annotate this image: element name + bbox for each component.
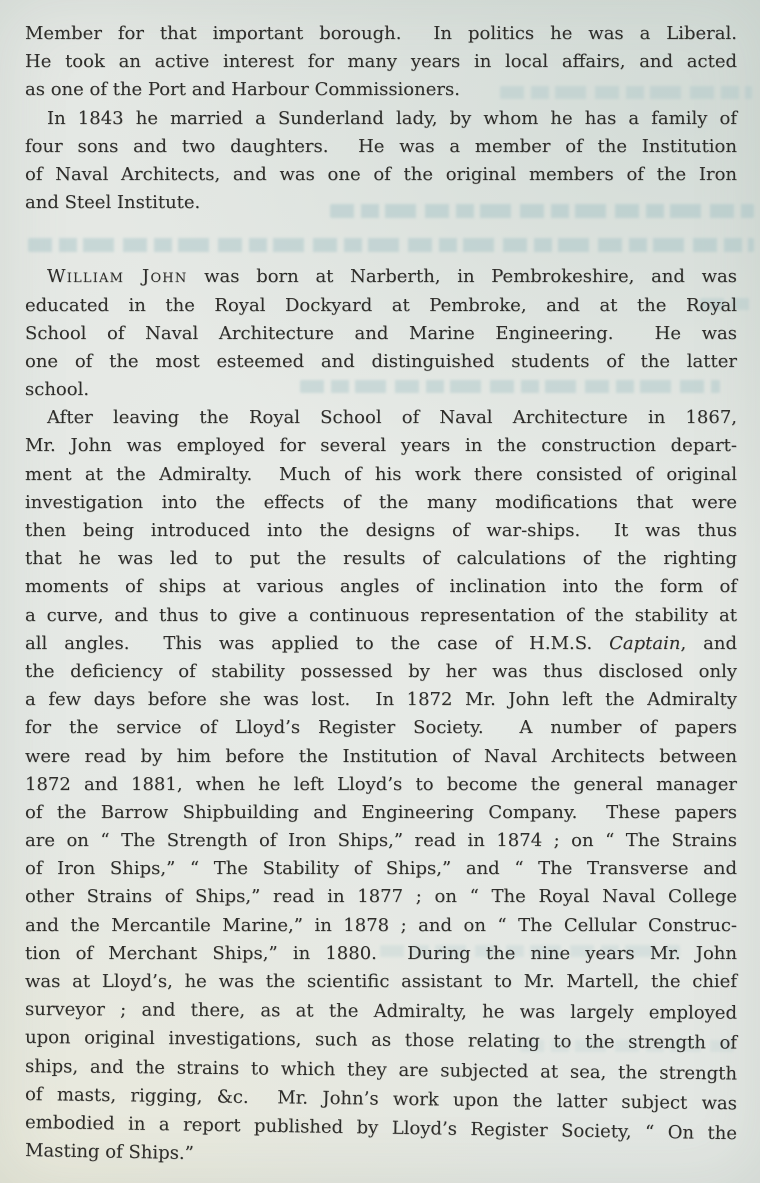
- text-segment: School of Naval Architecture and Marine Engineering. He was: [25, 322, 737, 344]
- text-segment: ships, and the strains to which they are subjected at sea, the strength: [24, 1055, 738, 1085]
- text-segment: educated in the Royal Dockyard at Pembroke, and at the Royal: [25, 294, 737, 316]
- text-line: [25, 771, 737, 799]
- text-segment: for the service of Lloyd’s Register Society. A number of papers: [25, 717, 737, 739]
- text-segment: Masting of Ships.”: [24, 1140, 195, 1165]
- text-line: [25, 602, 737, 630]
- text-line: [25, 883, 737, 911]
- text-line: [25, 658, 737, 686]
- text-segment: After leaving the Royal School of Naval Architecture in 1867,: [47, 407, 737, 429]
- text-line: [25, 714, 737, 742]
- text-segment: of Iron Ships,” “ The Stability of Ships,” and “ The Transverse and: [25, 858, 737, 880]
- text-line: [25, 940, 737, 968]
- text-segment: as one of the Port and Harbour Commissioners.: [25, 79, 460, 101]
- paragraph: [25, 263, 737, 404]
- text-line: [25, 545, 737, 573]
- text-segment: a curve, and thus to give a continuous representation of the stability at: [25, 604, 737, 626]
- text-line: [25, 968, 737, 996]
- text-segment: of masts, rigging, &c. Mr. John’s work upon the latter subject was: [24, 1083, 738, 1115]
- text-line: [25, 799, 737, 827]
- text-line: [25, 489, 737, 517]
- paragraph: [25, 20, 737, 105]
- paragraph: [25, 105, 737, 218]
- page-text: [25, 20, 737, 1165]
- text-line: [25, 404, 737, 432]
- text-segment: the deficiency of stability possessed by her was thus disclosed only: [25, 660, 737, 682]
- text-line: [25, 912, 737, 940]
- text-segment: of the Barrow Shipbuilding and Engineering Company. These papers: [25, 801, 737, 823]
- paragraph: [25, 404, 737, 1165]
- text-segment: a few days before she was lost. In 1872 Mr. John left the Admiralty: [25, 689, 737, 711]
- text-segment: and the Mercantile Marine,” in 1878 ; and on “ The Cellular Construc-: [25, 914, 737, 936]
- text-line: [25, 1024, 737, 1058]
- text-line: [25, 189, 737, 217]
- text-segment: ment at the Admiralty. Much of his work there consisted of original: [25, 463, 737, 485]
- text-line: [25, 48, 737, 76]
- text-segment: tion of Merchant Ships,” in 1880. During the nine years Mr. John: [25, 942, 737, 964]
- text-line: [25, 432, 737, 460]
- text-segment: school.: [25, 379, 90, 401]
- text-line: [25, 292, 737, 320]
- text-line: [25, 827, 737, 855]
- text-line: [25, 573, 737, 601]
- text-line: [25, 76, 737, 104]
- text-line: [25, 263, 737, 291]
- text-segment: moments of ships at various angles of inclination into the form of: [25, 576, 737, 598]
- text-segment: are on “ The Strength of Iron Ships,” read in 1874 ; on “ The Strains: [25, 830, 737, 852]
- text-segment: In 1843 he married a Sunderland lady, by whom he has a family of: [47, 107, 737, 129]
- text-segment: all angles. This was applied to the case of H.M.S.: [25, 632, 610, 654]
- text-segment: and Steel Institute.: [25, 192, 201, 214]
- text-segment: then being introduced into the designs of war-ships. It was thus: [25, 520, 737, 541]
- text-line: [25, 133, 737, 161]
- text-line: [25, 630, 737, 658]
- text-line: [25, 20, 737, 48]
- text-segment: that he was led to put the results of calculations of the righting: [25, 548, 737, 570]
- text-segment: embodied in a report published by Lloyd’s Register Society, “ On the: [24, 1111, 738, 1145]
- text-segment: was born at Narberth, in Pembrokeshire, and was: [187, 266, 737, 288]
- text-line: [25, 686, 737, 714]
- text-line: [25, 461, 737, 489]
- text-segment: Member for that important borough. In politics he was a Liberal.: [25, 23, 737, 44]
- text-line: [25, 743, 737, 771]
- text-segment: of Naval Architects, and was one of the original members of the Iron: [25, 163, 737, 185]
- text-line: [25, 105, 737, 133]
- text-segment: Captain: [609, 632, 681, 654]
- text-segment: surveyor ; and there, as at the Admiralty, he was largely employed: [24, 999, 738, 1024]
- text-line: [25, 348, 737, 376]
- text-line: [25, 855, 737, 883]
- text-segment: four sons and two daughters. He was a member of the Institution: [25, 135, 737, 157]
- text-segment: other Strains of Ships,” read in 1877 ; on “ The Royal Naval College: [25, 886, 737, 908]
- text-segment: , and: [680, 632, 737, 654]
- text-line: [25, 996, 737, 1028]
- text-segment: 1872 and 1881, when he left Lloyd’s to become the general manager: [25, 773, 737, 795]
- text-line: [25, 376, 737, 404]
- text-segment: were read by him before the Institution of Naval Architects between: [25, 745, 737, 767]
- text-line: [25, 517, 737, 545]
- text-segment: investigation into the effects of the many modifications that were: [25, 491, 737, 513]
- text-segment: upon original investigations, such as those relating to the strength of: [24, 1027, 738, 1054]
- text-segment: William John: [47, 266, 188, 288]
- text-segment: one of the most esteemed and distinguished students of the latter: [25, 350, 737, 372]
- text-segment: Mr. John was employed for several years in the construction depart-: [25, 435, 737, 457]
- text-segment: He took an active interest for many years in local affairs, and acted: [25, 51, 737, 73]
- text-line: [25, 161, 737, 189]
- text-line: [25, 320, 737, 348]
- text-segment: was at Lloyd’s, he was the scientific assistant to Mr. Martell, the chief: [25, 971, 737, 992]
